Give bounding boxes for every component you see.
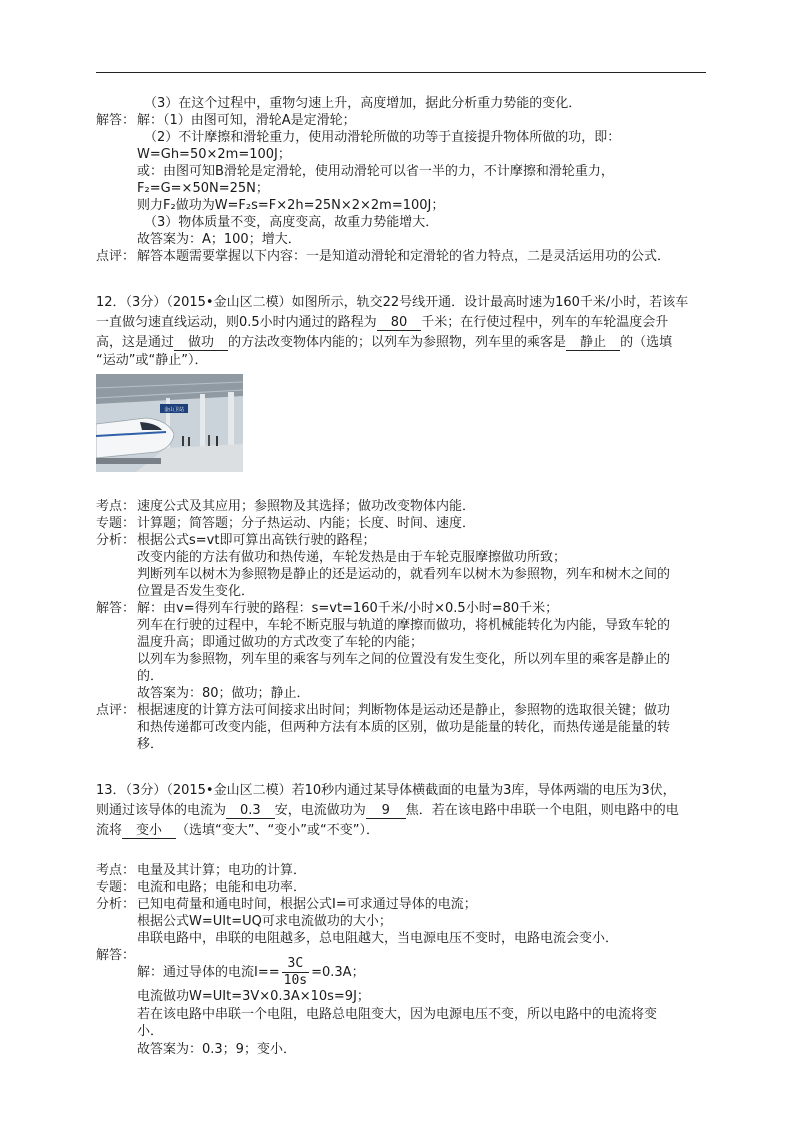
q13-fenxi-label: 分析： — [96, 897, 136, 912]
q11-answer-label: 解答： — [96, 113, 136, 128]
q12-jieda-6: 故答案为：80；做功；静止． — [137, 686, 310, 701]
q12-dianping-label: 点评： — [96, 703, 136, 718]
q12-stem-4: “运动”或“静止”）． — [96, 353, 208, 368]
q13-zhuanti: 电流和电路；电能和电功率． — [137, 880, 307, 895]
q13-jieda-2: 电流做功W=UIt=3V×0.3A×10s=9J； — [137, 989, 370, 1004]
q11-answer-6: 则力F₂做功为W=F₂s=F×2h=25N×2×2m=100J； — [137, 198, 445, 213]
q12-fenxi-label: 分析： — [96, 533, 136, 548]
q11-answer-4: 或：由图可知B滑轮是定滑轮，使用动滑轮可以省一半的力，不计摩擦和滑轮重力， — [137, 164, 614, 179]
q12-blank-3: 静止 — [566, 336, 620, 351]
train-illustration — [96, 374, 243, 472]
q12-kaodian: 速度公式及其应用；参照物及其选择；做功改变物体内能． — [137, 499, 476, 514]
q12-stem-3 — [96, 334, 672, 351]
q13-stem-3b: （选填“变大”、“变小”或“不变”）． — [176, 823, 379, 838]
q13-stem-3a: 流将 — [96, 823, 123, 838]
q12-jieda-5: 的． — [137, 669, 164, 684]
q12-kaodian-label: 考点： — [96, 499, 136, 514]
q13-jieda-1a: 解：通过导体的电流I== — [137, 965, 280, 980]
q12-stem-3a: 高，这是通过 — [96, 335, 175, 350]
q12-dianping-3: 移． — [137, 737, 164, 752]
q13-jieda-label: 解答： — [96, 948, 136, 963]
q13-stem-2 — [96, 802, 679, 819]
q12-jieda-4: 以列车为参照物，列车里的乘客与列车之间的位置没有发生变化，所以列车里的乘客是静止的 — [137, 652, 671, 667]
q11-answer-5: F₂=G=×50N=25N； — [137, 181, 269, 196]
q13-stem-1: 13．（3分）（2015•金山区二模）若10秒内通过某导体横截面的电量为3库，导体两端的电压为3伏， — [96, 783, 676, 798]
q12-fenxi-2: 改变内能的方法有做功和热传递，车轮发热是由于车轮克服摩擦做功所致； — [137, 550, 567, 565]
q12-stem-1: 12．（3分）（2015•金山区二模）如图所示，轨交22号线开通．设计最高时速为160千米/小时，若该车 — [96, 295, 689, 310]
current-fraction — [282, 956, 309, 989]
q12-jieda-3: 温度升高；即通过做功的方式改变了车轮的内能； — [137, 635, 424, 650]
q13-zhuanti-label: 专题： — [96, 880, 136, 895]
q11-answer-1: 解：（1）由图可知，滑轮A是定滑轮； — [137, 113, 356, 128]
q13-stem-2a: 则通过该导体的电流为 — [96, 803, 227, 818]
q13-blank-2: 9 — [366, 804, 406, 819]
q12-zhuanti-label: 专题： — [96, 516, 136, 531]
q12-zhuanti: 计算题；简答题；分子热运动、内能；长度、时间、速度． — [137, 516, 476, 531]
q12-blank-2: 做功 — [174, 336, 228, 351]
q11-answer-3: W=Gh=50×2m=100J； — [137, 147, 291, 162]
q11-answer-8: 故答案为：A；100；增大． — [137, 232, 301, 247]
q11-answer-2: （2）不计摩擦和滑轮重力，使用动滑轮所做的功等于直接提升物体所做的功，即： — [144, 130, 621, 145]
station-sign: 金山卫站 — [163, 407, 185, 413]
q11-comment-label: 点评： — [96, 249, 136, 264]
q12-fenxi-4: 位置是否发生变化． — [137, 584, 255, 599]
q13-blank-3: 变小 — [122, 824, 176, 839]
q11-answer-7: （3）物体质量不变，高度变高，故重力势能增大． — [144, 215, 439, 230]
q13-kaodian: 电量及其计算；电功的计算． — [137, 863, 307, 878]
q13-jieda-3: 若在该电路中串联一个电阻，电路总电阻变大，因为电源电压不变，所以电路中的电流将变 — [137, 1007, 658, 1022]
q12-stem-3c: 的（选填 — [620, 335, 673, 350]
q12-dianping-1: 根据速度的计算方法可间接求出时间；判断物体是运动还是静止，参照物的选取很关键；做功 — [137, 703, 671, 718]
q11-analysis-3: （3）在这个过程中，重物匀速上升，高度增加，据此分析重力势能的变化． — [144, 96, 582, 111]
q11-comment: 解答本题需要掌握以下内容：一是知道动滑轮和定滑轮的省力特点，二是灵活运用功的公式． — [137, 249, 671, 264]
q12-fenxi-3: 判断列车以树木为参照物是静止的还是运动的，就看列车以树木为参照物，列车和树木之间的 — [137, 567, 671, 582]
q13-fenxi-2: 根据公式W=UIt=UQ可求电流做功的大小； — [137, 914, 392, 929]
q13-jieda-1 — [137, 956, 365, 989]
fraction-denominator: 10s — [283, 973, 308, 988]
q13-stem-2b: 安，电流做功为 — [274, 803, 366, 818]
header-rule — [96, 72, 706, 73]
q13-blank-1: 0.3 — [226, 804, 275, 819]
fraction-numerator: 3C — [287, 956, 304, 971]
q12-stem-3b: 的方法改变物体内能的；以列车为参照物，列车里的乘客是 — [228, 335, 567, 350]
q13-stem-2c: 焦．若在该电路中串联一个电阻，则电路中的电 — [405, 803, 679, 818]
train-station-photo — [96, 374, 243, 472]
q12-jieda-label: 解答： — [96, 601, 136, 616]
q12-blank-1: 80 — [377, 316, 422, 331]
q12-jieda-2: 列车在行驶的过程中，车轮不断克服与轨道的摩擦而做功，将机械能转化为内能，导致车轮的 — [137, 618, 671, 633]
q13-jieda-4: 小． — [137, 1024, 164, 1039]
q12-jieda-1: 解：由v=得列车行驶的路程：s=vt=160千米/小时×0.5小时=80千米； — [137, 601, 559, 616]
q12-dianping-2: 和热传递都可改变内能，但两种方法有本质的区别，做功是能量的转化，而热传递是能量的转 — [137, 720, 671, 735]
q12-stem-2 — [96, 314, 668, 331]
q13-kaodian-label: 考点： — [96, 863, 136, 878]
q13-fenxi-3: 串联电路中，串联的电阻越多，总电阻越大，当电源电压不变时，电路电流会变小． — [137, 931, 619, 946]
q12-fenxi-1: 根据公式s=vt即可算出高铁行驶的路程； — [137, 533, 376, 548]
q13-jieda-1b: =0.3A； — [311, 965, 365, 980]
q13-fenxi-1: 已知电荷量和通电时间，根据公式I=可求通过导体的电流； — [137, 897, 477, 912]
q12-stem-2a: 一直做匀速直线运动，则0.5小时内通过的路程为 — [96, 315, 377, 330]
q13-jieda-5: 故答案为：0.3；9；变小． — [137, 1042, 296, 1057]
q12-stem-2b: 千米；在行使过程中，列车的车轮温度会升 — [421, 315, 669, 330]
q13-stem-3 — [96, 822, 379, 839]
